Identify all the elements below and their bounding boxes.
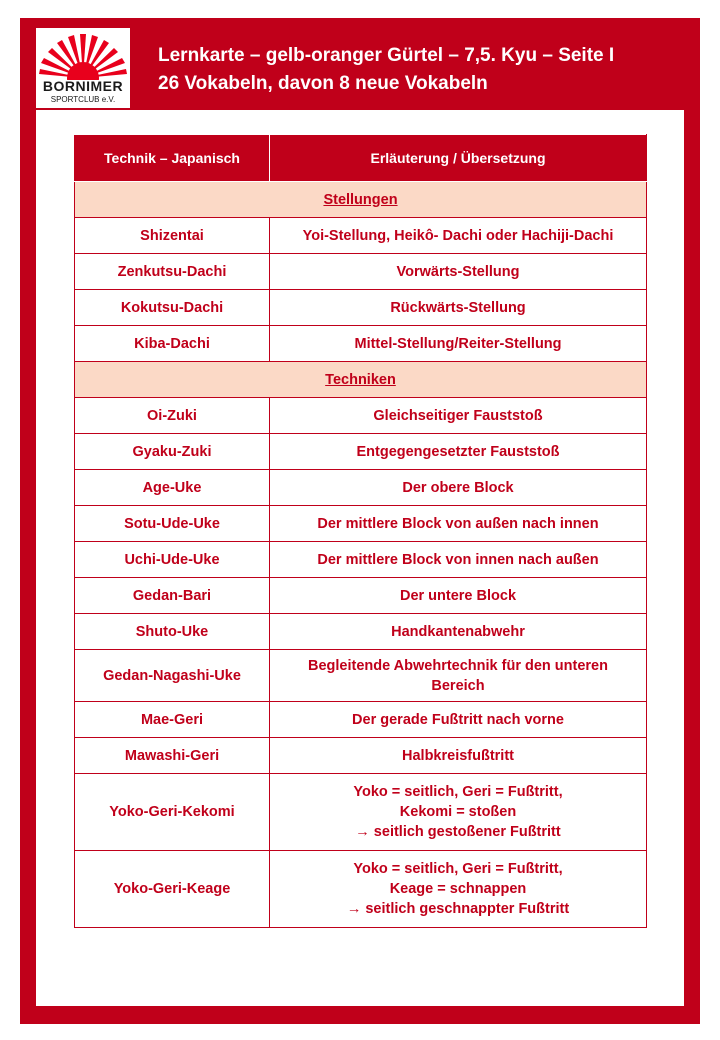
header-title: [158, 42, 614, 98]
table-row: [75, 650, 647, 702]
translation-line: Kekomi = stoßen: [399, 804, 517, 820]
table-row: [75, 578, 647, 614]
term-japanese: Oi-Zuki: [75, 398, 270, 434]
term-japanese: Yoko-Geri-Kekomi: [75, 774, 270, 851]
club-logo: [36, 28, 130, 108]
table-row: [75, 398, 647, 434]
translation-line: → seitlich gestoßener Fußtritt: [355, 824, 561, 840]
term-japanese: Uchi-Ude-Uke: [75, 542, 270, 578]
translation-line: Yoko = seitlich, Geri = Fußtritt,: [353, 784, 563, 800]
term-japanese: Age-Uke: [75, 470, 270, 506]
table-row: [75, 702, 647, 738]
term-translation: Handkantenabwehr: [270, 614, 647, 650]
term-japanese: Mawashi-Geri: [75, 738, 270, 774]
term-translation: Der obere Block: [270, 470, 647, 506]
term-japanese: Kiba-Dachi: [75, 326, 270, 362]
table-row: [75, 326, 647, 362]
logo-subtitle: SPORTCLUB e.V.: [50, 95, 116, 104]
term-translation: Rückwärts-Stellung: [270, 290, 647, 326]
header-line-1: Lernkarte – gelb-oranger Gürtel – 7,5. Kyu – Seite I: [158, 45, 615, 66]
section-title: Stellungen: [75, 182, 647, 218]
translation-line: Begleitende Abwehrtechnik für den unteren: [308, 657, 608, 674]
table-row: [75, 434, 647, 470]
table-row: [75, 470, 647, 506]
table-row: [75, 542, 647, 578]
term-translation: [270, 851, 647, 928]
term-translation: Mittel-Stellung/Reiter-Stellung: [270, 326, 647, 362]
term-japanese: Gedan-Nagashi-Uke: [75, 650, 270, 702]
table-row: [75, 218, 647, 254]
logo-brand: BORNIMER: [42, 78, 124, 94]
term-translation: Entgegengesetzter Fauststoß: [270, 434, 647, 470]
header-line-2: 26 Vokabeln, davon 8 neue Vokabeln: [158, 73, 488, 94]
column-header-translation: Erläuterung / Übersetzung: [270, 135, 647, 182]
section-row-stellungen: [75, 182, 647, 218]
term-translation: Vorwärts-Stellung: [270, 254, 647, 290]
term-japanese: Gedan-Bari: [75, 578, 270, 614]
translation-line: Keage = schnappen: [389, 881, 527, 897]
term-translation: Der mittlere Block von innen nach außen: [270, 542, 647, 578]
table-row: [75, 506, 647, 542]
term-translation: Der untere Block: [270, 578, 647, 614]
table-row: [75, 774, 647, 851]
term-translation: Yoi-Stellung, Heikô- Dachi oder Hachiji-Dachi: [270, 218, 647, 254]
term-translation: Gleichseitiger Fauststoß: [270, 398, 647, 434]
term-japanese: Sotu-Ude-Uke: [75, 506, 270, 542]
table-header-row: [75, 135, 647, 182]
table-row: [75, 851, 647, 928]
term-translation: Der mittlere Block von außen nach innen: [270, 506, 647, 542]
table-row: [75, 738, 647, 774]
term-japanese: Shizentai: [75, 218, 270, 254]
term-japanese: Shuto-Uke: [75, 614, 270, 650]
translation-line: Bereich: [431, 677, 485, 694]
term-translation: Halbkreisfußtritt: [270, 738, 647, 774]
term-translation: [270, 774, 647, 851]
section-row-techniken: [75, 362, 647, 398]
vocabulary-table: [74, 134, 647, 928]
term-translation: [270, 650, 647, 702]
term-japanese: Zenkutsu-Dachi: [75, 254, 270, 290]
table-row: [75, 614, 647, 650]
sunburst-icon: [36, 28, 130, 80]
term-japanese: Gyaku-Zuki: [75, 434, 270, 470]
translation-line: Yoko = seitlich, Geri = Fußtritt,: [353, 861, 563, 877]
translation-line: → seitlich geschnappter Fußtritt: [346, 901, 570, 917]
column-header-japanese: Technik – Japanisch: [75, 135, 270, 182]
term-japanese: Kokutsu-Dachi: [75, 290, 270, 326]
term-translation: Der gerade Fußtritt nach vorne: [270, 702, 647, 738]
table-row: [75, 290, 647, 326]
table-row: [75, 254, 647, 290]
section-title: Techniken: [75, 362, 647, 398]
term-japanese: Yoko-Geri-Keage: [75, 851, 270, 928]
term-japanese: Mae-Geri: [75, 702, 270, 738]
